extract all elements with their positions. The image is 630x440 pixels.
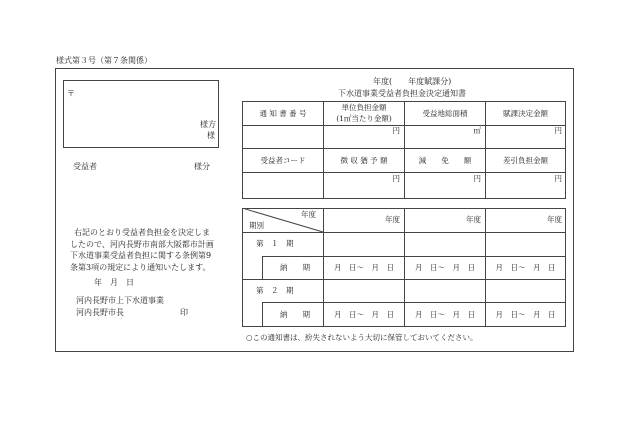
corner-period-label: 期別 xyxy=(249,221,264,230)
period-1-label: 第 １ 期 xyxy=(256,239,294,248)
beneficiary-honorific: 様分 xyxy=(194,162,210,171)
unit-yen-1: 円 xyxy=(392,126,400,135)
body-text-line-4: 条第3項の規定により通知いたします。 xyxy=(70,263,211,272)
postal-mark: 〒 xyxy=(67,89,75,98)
period-2-due-range-2: 月 日～ 月 日 xyxy=(415,310,475,319)
period-1-due-range-3: 月 日～ 月 日 xyxy=(495,263,556,272)
period-2-label: 第 ２ 期 xyxy=(256,286,294,295)
body-text-line-2: したので、河内長野市南部大阪都市計画 xyxy=(70,240,214,249)
header-total-area: 受益地総面積 xyxy=(422,109,468,118)
issuer-line-2: 河内長野市長 xyxy=(76,308,124,317)
year-header-1: 年度 xyxy=(385,215,400,224)
seal-mark: 印 xyxy=(180,308,188,317)
unit-yen-5: 円 xyxy=(554,174,562,183)
period-1-due-range-1: 月 日～ 月 日 xyxy=(334,263,394,272)
issuer-line-1: 河内長野市上下水道事業 xyxy=(76,296,164,305)
form-title: 下水道事業受益者負担金決定通知書 xyxy=(338,89,466,98)
title-year-line: 年度( 年度賦課分) xyxy=(373,77,452,86)
year-header-2: 年度 xyxy=(466,215,481,224)
header-reduction-amount: 減 免 額 xyxy=(418,156,472,165)
address-honorific: 様 xyxy=(207,131,215,140)
header-unit-charge: 単位負担金額 xyxy=(341,103,387,112)
header-assessed-amount: 賦課決定金額 xyxy=(503,109,548,118)
period-2-due-range-3: 月 日～ 月 日 xyxy=(495,310,556,319)
header-unit-charge-sub: (1㎡当たり金額) xyxy=(336,114,392,123)
header-net-amount: 差引負担金額 xyxy=(503,156,548,165)
period-2-due-label: 納 期 xyxy=(280,310,310,319)
header-notice-number: 通 知 書 番 号 xyxy=(259,109,307,118)
header-deferred-amount: 徴 収 猶 予 額 xyxy=(340,156,388,165)
period-2-due-range-1: 月 日～ 月 日 xyxy=(334,310,394,319)
period-1-due-range-2: 月 日～ 月 日 xyxy=(415,263,475,272)
storage-notice: ○この通知書は、紛失されないよう大切に保管しておいてください。 xyxy=(246,333,478,342)
year-header-3: 年度 xyxy=(547,215,562,224)
unit-yen-4: 円 xyxy=(473,174,481,183)
unit-yen-2: 円 xyxy=(554,126,562,135)
body-text-line-1: 右記のとおり受益者負担金を決定しま xyxy=(74,228,210,237)
header-beneficiary-code: 受益者コード xyxy=(260,156,306,165)
body-text-line-3: 下水道事業受益者負担に関する条例第9 xyxy=(70,251,212,260)
corner-year-label: 年度 xyxy=(301,210,316,219)
address-honorific-line: 様方 xyxy=(200,120,216,129)
form-number-label: 様式第３号（第７条関係） xyxy=(56,56,152,65)
address-box xyxy=(63,80,219,148)
beneficiary-label: 受益者 xyxy=(73,162,97,171)
unit-yen-3: 円 xyxy=(392,174,400,183)
date-line: 年 月 日 xyxy=(94,278,134,287)
unit-sqm: ㎡ xyxy=(473,126,481,135)
period-1-due-label: 納 期 xyxy=(280,263,310,272)
